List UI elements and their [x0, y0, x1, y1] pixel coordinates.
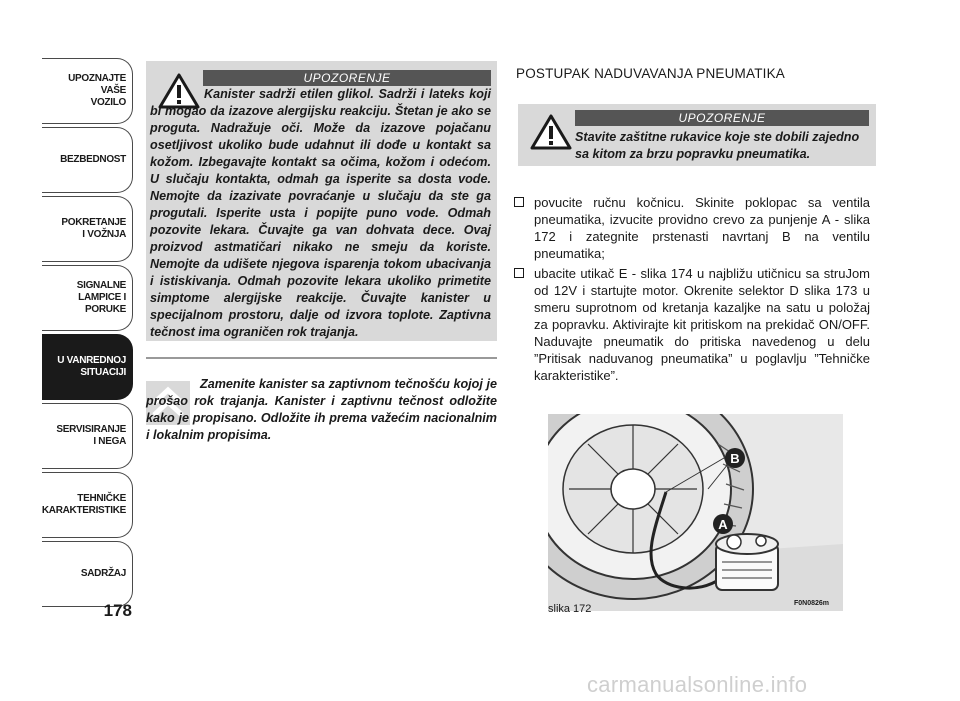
warning-box-gloves	[518, 104, 876, 166]
chapter-tab-label: BEZBEDNOST	[60, 154, 126, 165]
chapter-tab-label: KARAKTERISTIKE	[41, 505, 126, 516]
procedure-steps	[514, 194, 870, 387]
tire-illustration	[548, 414, 843, 611]
warning-heading: UPOZORENJE	[203, 70, 491, 86]
list-item	[514, 265, 870, 384]
divider	[146, 357, 497, 359]
figure-tire-compressor	[548, 414, 843, 611]
disposal-note: Zamenite kanister sa zaptivnom tečnošću kojoj je prošao rok trajanja. Kanister i zaptivnu tečnost odložite kako je propisano. Odložite ih prema važećim nacionalnim i lokalnim propisima.	[146, 377, 497, 442]
chapter-tab-label: U VANREDNOJ	[57, 355, 126, 366]
chapter-tab-label: TEHNIČKE	[77, 493, 126, 504]
chapter-tab-label: SIGNALNE	[76, 280, 126, 291]
chapter-tab-label: SADRŽAJ	[80, 568, 126, 579]
warning-triangle-icon	[530, 114, 572, 150]
label-b: B	[730, 451, 740, 466]
chapter-tab[interactable]	[42, 334, 133, 400]
step-text: povucite ručnu kočnicu. Skinite poklopac sa ventila pneumatika, izvucite providno crevo za punjenje A - slika 172 i zategnite prstenasti navrtanj B na ventilu pneumatika;	[534, 195, 870, 261]
chapter-tab[interactable]	[42, 472, 133, 538]
watermark: carmanualsonline.info	[587, 672, 808, 697]
figure-code: F0N0826m	[794, 600, 830, 607]
chapter-tab[interactable]	[42, 127, 133, 193]
warning-box-canister	[146, 61, 497, 341]
chapter-tab-label: I VOŽNJA	[82, 229, 126, 240]
step-text: ubacite utikač E - slika 174 u najbližu utičnicu sa struJom od 12V i startujte motor. Okrenite selektor D slika 173 u smeru suprotnom od kretanja kazaljke na satu u položaj za popravku. Aktivirajte kit pritiskom na prekidač ON/OFF. Naduvajte pneumatik do pritiska navedenog u delu ”Pritisak naduvanog pneumatika” u poglavlju ”Tehničke karakteristike”.	[534, 266, 870, 383]
chapter-tab-label: SERVISIRANJE	[56, 424, 126, 435]
chapter-tab-label: UPOZNAJTE	[68, 73, 126, 84]
chapter-tab[interactable]	[42, 265, 133, 331]
chapter-tab-label: POKRETANJE	[61, 217, 126, 228]
chapter-tabs	[42, 58, 133, 610]
chapter-tab[interactable]	[42, 196, 133, 262]
chapter-tab[interactable]	[42, 403, 133, 469]
warning-text: Stavite zaštitne rukavice koje ste dobili zajedno sa kitom za brzu popravku pneumatika.	[575, 130, 860, 161]
chapter-tab-label: SITUACIJI	[80, 367, 126, 378]
chapter-tab[interactable]	[42, 541, 133, 607]
chapter-tab-label: LAMPICE I PORUKE	[78, 292, 126, 315]
figure-caption: slika 172	[548, 603, 592, 615]
chapter-tab-label: VOZILO	[90, 97, 126, 108]
chapter-tab-label: VAŠE	[100, 85, 126, 96]
page-number: 178	[103, 601, 132, 620]
list-item	[514, 194, 870, 262]
warning-heading: UPOZORENJE	[575, 110, 869, 126]
label-a: A	[718, 517, 728, 532]
checkbox-bullet-icon	[514, 197, 524, 207]
warning-text: Kanister sadrži etilen glikol. Sadrži i lateks koji bi mogao da izazove alergijsku reakciju. Štetan je ako se proguta. Nadražuje oči. Može da izazove pojačanu osetljivost ukoliko bude udahnut ili dođe u kontakt sa kožom. Izbegavajte kontakt sa očima, kožom i odećom. U slučaju kontakta, odmah ga isperite sa dosta vode. Nemojte da izazivate povraćanje u slučaju da ste ga progutali. Isperite usta i popijte puno vode. Odmah pozovite lekara. Čuvajte ga van dohvata dece. Ovaj proizvod astmatičari nikako ne smeju da koriste. Nemojte da udišete njegova isparenja tokom ubacivanja i istiskivanja. Odmah pozovite lekara ukoliko primetite simptome alergijske reakcije. Čuvajte kanister u specijalnom prostoru, dalje od izvora toplote. Zaptivna tečnost ima ograničen rok trajanja.	[150, 87, 491, 339]
section-title: POSTUPAK NADUVAVANJA PNEUMATIKA	[516, 66, 786, 81]
chapter-tab-label: I NEGA	[93, 436, 126, 447]
chapter-tab[interactable]	[42, 58, 133, 124]
checkbox-bullet-icon	[514, 268, 524, 278]
